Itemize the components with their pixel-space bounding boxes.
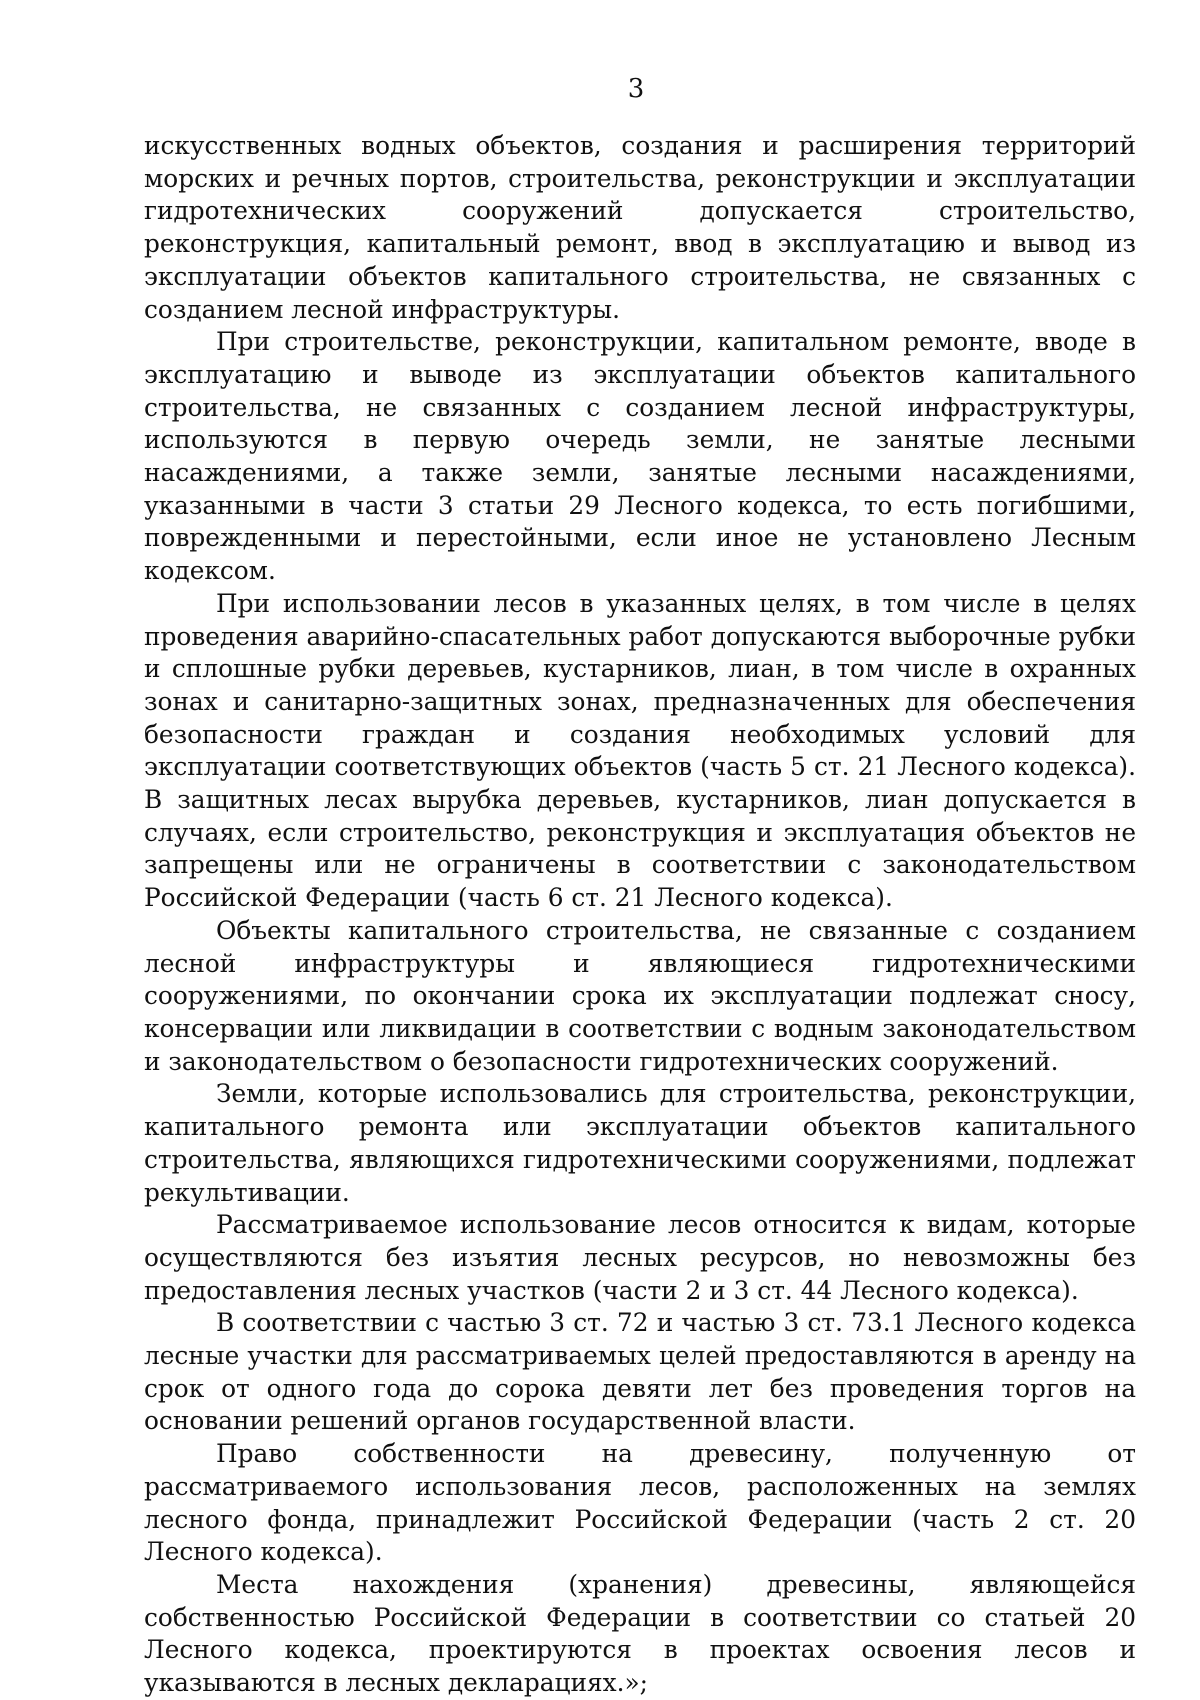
paragraph: Право собственности на древесину, полученную от рассматриваемого использования лесов, расположенных на землях лесного фонда, принадлежит Российской Федерации (часть 2 ст. 20 Лесного кодекса). bbox=[144, 1439, 1136, 1567]
paragraph: Земли, которые использовались для строительства, реконструкции, капитального ремонта или эксплуатации объектов капитального строительства, являющихся гидротехническими сооружениями, подлежат рекультивации. bbox=[144, 1079, 1136, 1207]
paragraph: При строительстве, реконструкции, капитальном ремонте, вводе в эксплуатацию и выводе из эксплуатации объектов капитального строительства, не связанных с созданием лесной инфраструктуры, используются в первую очередь земли, не занятые лесными насаждениями, а также земли, занятые лесными насаждениями, указанными в части 3 статьи 29 Лесного кодекса, то есть погибшими, поврежденными и перестойными, если иное не установлено Лесным кодексом. bbox=[144, 327, 1136, 586]
paragraph: Места нахождения (хранения) древесины, являющейся собственностью Российской Федерации в соответствии со статьей 20 Лесного кодекса, проектируются в проектах освоения лесов и указываются в лесных декларациях.»; bbox=[144, 1569, 1136, 1698]
paragraph: Объекты капитального строительства, не связанные с созданием лесной инфраструктуры и являющиеся гидротехническими сооружениями, по окончании срока их эксплуатации подлежат сносу, консервации или ликвидации в соответствии с водным законодательством и законодательством о безопасности гидротехнических сооружений. bbox=[144, 915, 1136, 1076]
paragraph-continuation: искусственных водных объектов, создания и расширения территорий морских и речных портов, строительства, реконструкции и эксплуатации гидротехнических сооружений допускается строительство, реконструкция, капитальный ремонт, ввод в эксплуатацию и вывод из эксплуатации объектов капитального строительства, не связанных с созданием лесной инфраструктуры. bbox=[144, 131, 1136, 324]
page-number: 3 bbox=[627, 74, 645, 104]
body-text bbox=[144, 130, 1136, 1700]
paragraph: Рассматриваемое использование лесов относится к видам, которые осуществляются без изъятия лесных ресурсов, но невозможны без предоставления лесных участков (части 2 и 3 ст. 44 Лесного кодекса). bbox=[144, 1210, 1136, 1305]
paragraph: В соответствии с частью 3 ст. 72 и частью 3 ст. 73.1 Лесного кодекса лесные участки для рассматриваемых целей предоставляются в аренду на срок от одного года до сорока девяти лет без проведения торгов на основании решений органов государственной власти. bbox=[144, 1308, 1136, 1436]
paragraph: При использовании лесов в указанных целях, в том числе в целях проведения аварийно-спасательных работ допускаются выборочные рубки и сплошные рубки деревьев, кустарников, лиан, в том числе в охранных зонах и санитарно-защитных зонах, предназначенных для обеспечения безопасности граждан и создания необходимых условий для эксплуатации соответствующих объектов (часть 5 ст. 21 Лесного кодекса). В защитных лесах вырубка деревьев, кустарников, лиан допускается в случаях, если строительство, реконструкция и эксплуатация объектов не запрещены или не ограничены в соответствии с законодательством Российской Федерации (часть 6 ст. 21 Лесного кодекса). bbox=[144, 588, 1136, 913]
